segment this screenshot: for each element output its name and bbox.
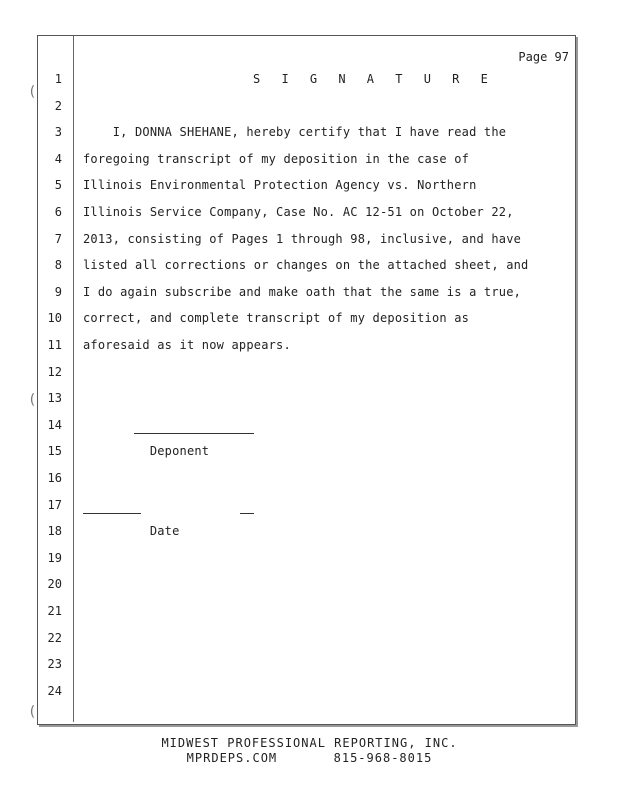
footer-phone: 815-968-8015 — [333, 751, 433, 765]
transcript-line — [0, 258, 619, 276]
line-number: 13 — [47, 391, 62, 406]
line-number: 15 — [47, 444, 62, 459]
transcript-line — [0, 232, 619, 250]
transcript-line — [0, 444, 619, 462]
line-text: correct, and complete transcript of my deposition as — [83, 311, 470, 326]
page-number: Page 97 — [518, 50, 569, 64]
transcript-line — [0, 604, 619, 622]
transcript-line — [0, 338, 619, 356]
line-text: Illinois Service Company, Case No. AC 12-51 on October 22, — [83, 205, 514, 219]
line-number: 1 — [54, 72, 62, 86]
transcript-line — [0, 125, 619, 143]
binder-hole-mark: ( — [28, 84, 37, 100]
line-number: 5 — [54, 178, 62, 193]
line-number: 8 — [54, 258, 62, 273]
transcript-line — [0, 471, 619, 489]
line-number: 12 — [47, 364, 62, 379]
line-number: 21 — [47, 604, 62, 618]
date-signature-line — [83, 513, 141, 514]
line-number: 19 — [47, 550, 62, 565]
line-number: 10 — [47, 311, 62, 326]
line-number: 4 — [54, 151, 62, 166]
transcript-line — [0, 178, 619, 196]
transcript-line — [0, 391, 619, 409]
binder-hole-mark: ( — [28, 392, 37, 408]
line-number: 9 — [54, 284, 62, 299]
transcript-line — [0, 285, 619, 303]
line-number: 18 — [47, 524, 62, 539]
footer-website: MPRDEPS.COM — [186, 751, 278, 765]
transcript-line — [0, 657, 619, 675]
transcript-line — [0, 684, 619, 702]
date-signature-line-end — [240, 513, 254, 514]
line-text: Deponent — [83, 444, 210, 459]
binder-hole-mark: ( — [28, 704, 37, 720]
transcript-line — [0, 577, 619, 595]
transcript-line — [0, 551, 619, 569]
footer-contact — [0, 751, 619, 765]
line-number: 24 — [47, 683, 62, 698]
footer-company: MIDWEST PROFESSIONAL REPORTING, INC. — [161, 736, 458, 750]
transcript-line — [0, 631, 619, 649]
line-number: 7 — [54, 231, 62, 246]
transcript-line — [0, 72, 619, 90]
line-number: 11 — [47, 338, 62, 352]
line-number: 14 — [47, 417, 62, 432]
line-text: foregoing transcript of my deposition in the case of — [83, 151, 470, 166]
line-number: 17 — [47, 497, 62, 512]
line-number: 6 — [54, 205, 62, 219]
transcript-line — [0, 311, 619, 329]
transcript-line — [0, 205, 619, 223]
deponent-signature-line — [134, 433, 254, 434]
line-number: 2 — [54, 98, 62, 113]
line-text: I do again subscribe and make oath that the same is a true, — [83, 284, 522, 299]
line-number: 20 — [47, 577, 62, 592]
line-text: Illinois Environmental Protection Agency vs. Northern — [83, 178, 477, 193]
line-text: I, DONNA SHEHANE, hereby certify that I have read the — [83, 125, 507, 140]
transcript-line — [0, 99, 619, 117]
line-number: 23 — [47, 657, 62, 672]
transcript-line — [0, 365, 619, 383]
line-text: aforesaid as it now appears. — [83, 338, 291, 352]
line-text: listed all corrections or changes on the attached sheet, and — [83, 258, 529, 273]
line-text: Date — [83, 524, 180, 539]
transcript-line — [0, 524, 619, 542]
signature-title: S I G N A T U R E — [253, 72, 495, 86]
line-number: 16 — [47, 471, 62, 485]
transcript-line — [0, 418, 619, 436]
line-number: 22 — [47, 630, 62, 645]
line-text: 2013, consisting of Pages 1 through 98, inclusive, and have — [83, 231, 522, 246]
line-number: 3 — [54, 125, 62, 140]
transcript-line — [0, 152, 619, 170]
